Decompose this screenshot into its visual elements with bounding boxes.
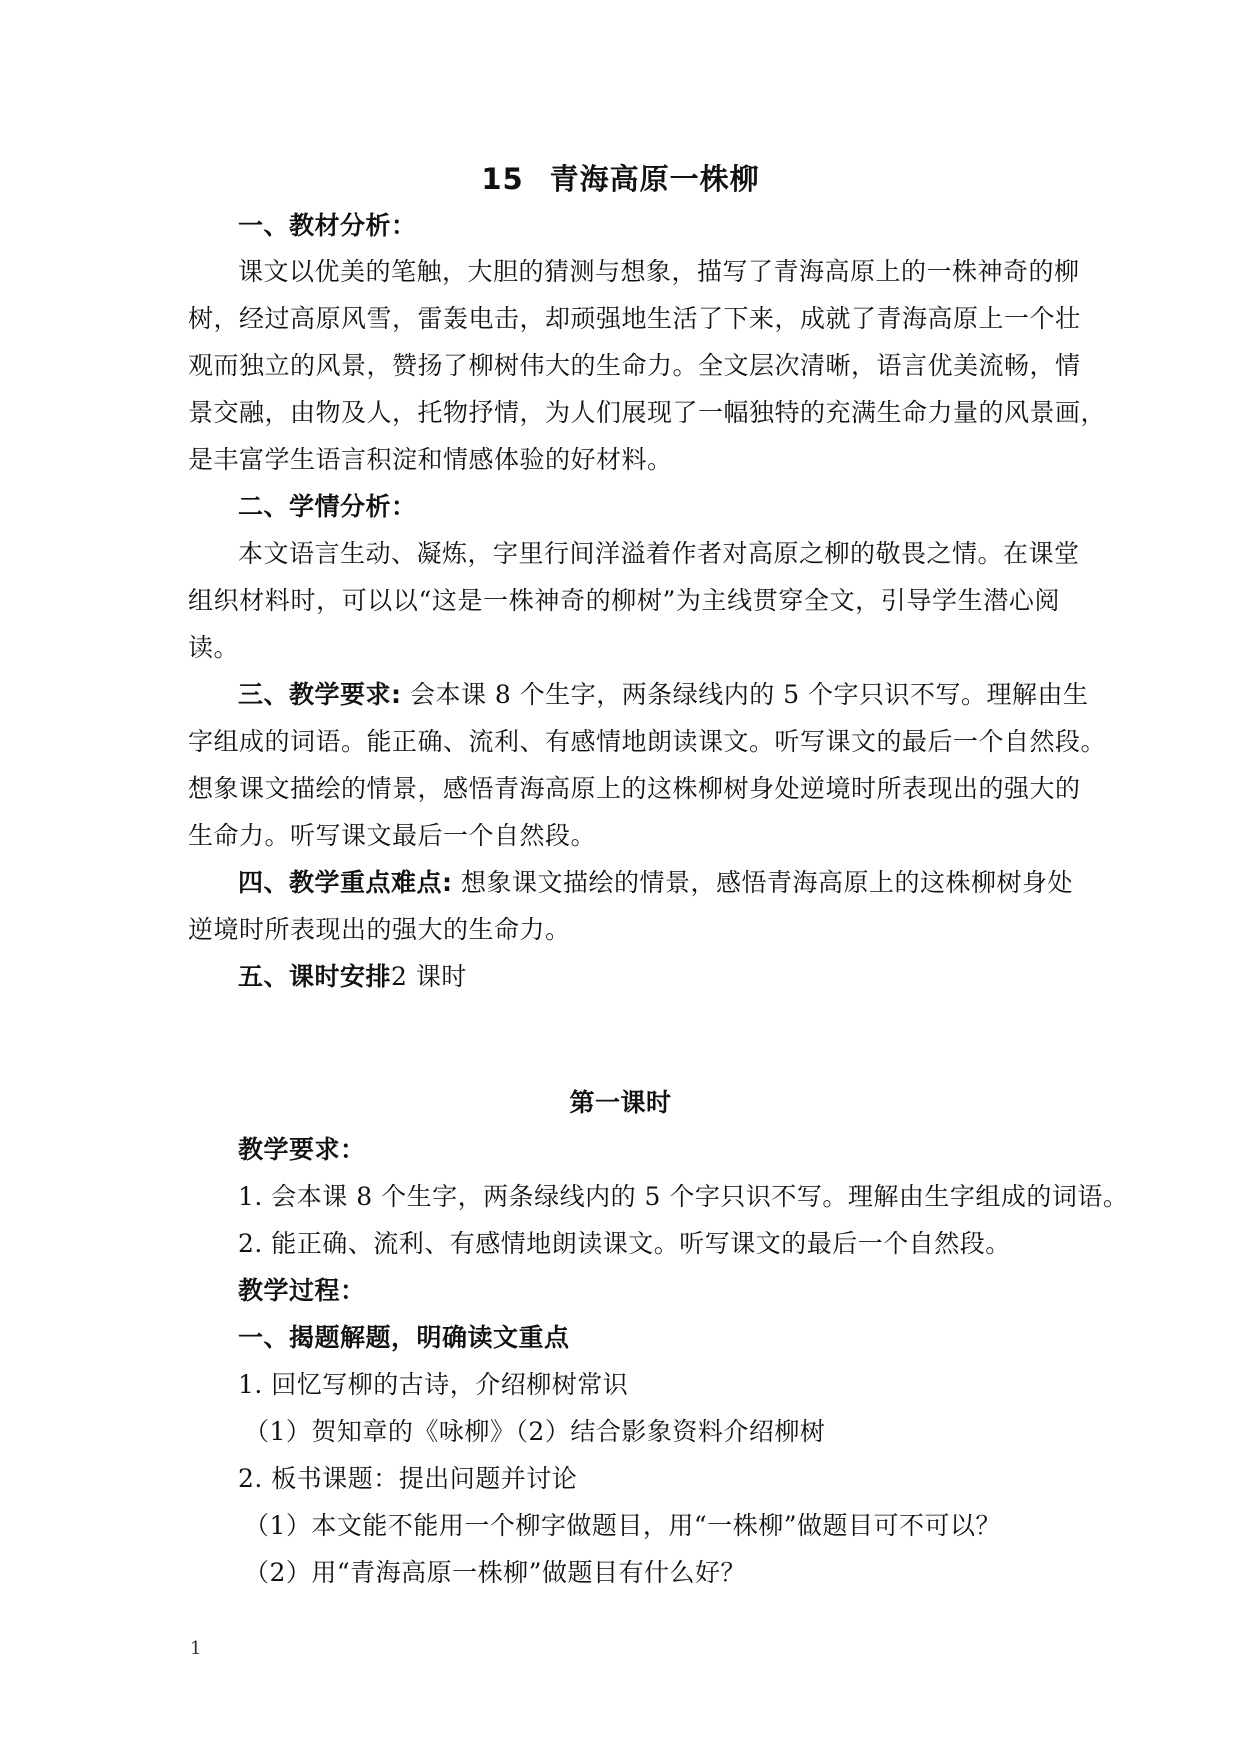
section-heading-key-difficulties: 四、教学重点难点: [238,868,453,897]
paragraph-line: 本文语言生动、凝炼，字里行间洋溢着作者对高原之柳的敬畏之情。在课堂 [238,539,1080,568]
list-item: 2. 能正确、流利、有感情地朗读课文。听写课文的最后一个自然段。 [238,1229,1011,1258]
paragraph-line: 字组成的词语。能正确、流利、有感情地朗读课文。听写课文的最后一个自然段。 [188,727,1107,756]
list-item: 1. 回忆写柳的古诗，介绍柳树常识 [238,1370,629,1399]
teaching-process-heading: 教学过程： [238,1276,366,1305]
section-heading-textbook-analysis: 一、教材分析： [238,211,417,240]
paragraph-line [238,679,1089,711]
paragraph-line: 生命力。听写课文最后一个自然段。 [188,821,597,850]
paragraph-line [238,961,1110,993]
list-item: 2. 板书课题：提出问题并讨论 [238,1464,578,1493]
lesson-one-title: 第一课时 [569,1088,672,1117]
paragraph-text: 想象课文描绘的情景，感悟青海高原上的这株柳树身处 [460,868,1073,897]
paragraph-line [238,867,1073,899]
paragraph-line: 是丰富学生语言积淀和情感体验的好材料。 [188,445,673,474]
paragraph-line: 课文以优美的笔触，大胆的猜测与想象，描写了青海高原上的一株神奇的柳 [238,257,1080,286]
section-heading-schedule: 五、课时安排 [238,962,392,991]
section-heading-teaching-requirements: 三、教学要求: [238,680,402,709]
section-heading-student-analysis: 二、学情分析： [238,492,417,521]
list-item: （1）贺知章的《咏柳》（2）结合影象资料介绍柳树 [244,1417,826,1446]
step-one-heading: 一、揭题解题，明确读文重点 [238,1323,570,1352]
teaching-requirements-heading: 教学要求： [238,1135,366,1164]
paragraph-line: 读。 [188,633,240,662]
paragraph-line: 景交融，由物及人，托物抒情，为人们展现了一幅独特的充满生命力量的风景画， [188,398,1107,427]
schedule-value: 2 课时 [391,962,467,991]
paragraph-line: 逆境时所表现出的强大的生命力。 [188,915,571,944]
paragraph-line: 组织材料时，可以以“这是一株神奇的柳树”为主线贯穿全文，引导学生潜心阅 [188,586,1060,615]
lesson-title: 青海高原一株柳 [549,162,760,196]
page-title [0,157,1241,198]
list-item: （1）本文能不能用一个柳字做题目，用“一株柳”做题目可不可以？ [244,1511,1001,1540]
list-item: 1. 会本课 8 个生字，两条绿线内的 5 个字只识不写。理解由生字组成的词语。 [238,1182,1129,1211]
paragraph-text: 会本课 8 个生字，两条绿线内的 5 个字只识不写。理解由生 [409,680,1089,709]
lesson-number: 15 [481,162,524,196]
paragraph-line: 想象课文描绘的情景，感悟青海高原上的这株柳树身处逆境时所表现出的强大的 [188,774,1081,803]
paragraph-line: 观而独立的风景，赞扬了柳树伟大的生命力。全文层次清晰，语言优美流畅，情 [188,351,1081,380]
page-number: 1 [190,1638,202,1659]
list-item: （2）用“青海高原一株柳”做题目有什么好？ [244,1558,746,1587]
paragraph-line: 树，经过高原风雪，雷轰电击，却顽强地生活了下来，成就了青海高原上一个壮 [188,304,1081,333]
